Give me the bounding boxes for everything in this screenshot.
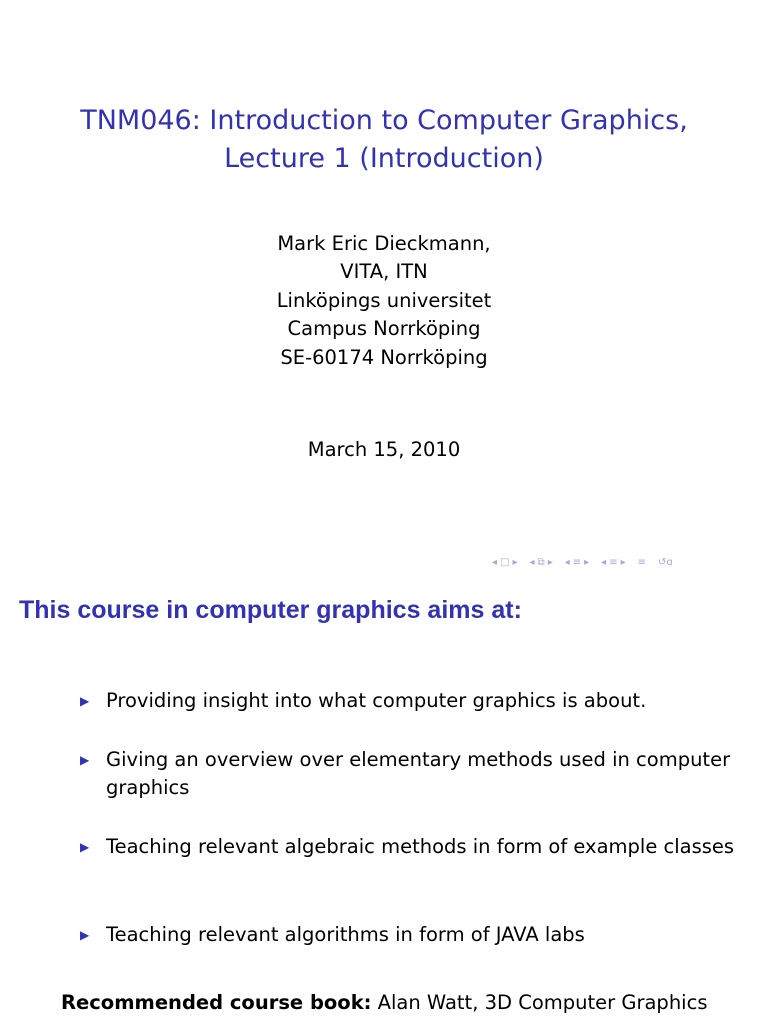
list-item-text: Teaching relevant algebraic methods in form of example classes (106, 835, 735, 858)
author-campus: Campus Norrköping (287, 317, 481, 340)
list-item-text: Giving an overview over elementary methods used in computer graphics (106, 748, 731, 799)
nav-next-subsection-icon[interactable]: ▸ (620, 557, 626, 568)
section-icon[interactable]: ≡ (572, 557, 582, 568)
list-item (80, 833, 740, 861)
lecture-date: March 15, 2010 (307, 438, 461, 461)
list-item (80, 687, 740, 715)
author-department: VITA, ITN (340, 260, 428, 283)
nav-prev-section-icon[interactable]: ◂ (564, 557, 570, 568)
nav-align-icon[interactable]: ≡ (637, 557, 647, 568)
author-name: Mark Eric Dieckmann, (277, 232, 491, 255)
triangle-bullet-icon: ▶ (80, 694, 90, 708)
nav-prev-frame-icon[interactable]: ◂ (529, 557, 535, 568)
book-title: Alan Watt, 3D Computer Graphics (371, 991, 708, 1014)
lecture-title-line-2: Lecture 1 (Introduction) (224, 143, 544, 174)
beamer-navigation-bar (492, 555, 673, 571)
nav-prev-icon[interactable]: ◂ (492, 557, 498, 568)
nav-next-section-icon[interactable]: ▸ (584, 557, 590, 568)
search-icon[interactable]: ↺ɑ (658, 557, 673, 568)
nav-next-frame-icon[interactable]: ▸ (547, 557, 553, 568)
slide-icon[interactable]: □ (500, 557, 510, 568)
book-label: Recommended course book: (61, 991, 372, 1014)
author-address: SE-60174 Norrköping (280, 346, 488, 369)
frame-icon[interactable]: ⧉ (537, 557, 545, 568)
recommended-book (61, 989, 707, 1017)
list-item-text: Teaching relevant algorithms in form of JAVA labs (106, 923, 585, 946)
frame-title: This course in computer graphics aims at: (19, 596, 522, 624)
list-item-text: Providing insight into what computer graphics is about. (106, 689, 647, 712)
triangle-bullet-icon: ▶ (80, 753, 90, 767)
list-item (80, 921, 740, 949)
nav-next-icon[interactable]: ▸ (512, 557, 518, 568)
nav-prev-subsection-icon[interactable]: ◂ (601, 557, 607, 568)
author-university: Linköpings universitet (276, 289, 492, 312)
content-slide (0, 576, 768, 1024)
list-item (80, 746, 740, 802)
triangle-bullet-icon: ▶ (80, 928, 90, 942)
triangle-bullet-icon: ▶ (80, 840, 90, 854)
subsection-icon[interactable]: ≡ (609, 557, 618, 568)
lecture-title-line-1: TNM046: Introduction to Computer Graphics, (80, 105, 688, 136)
